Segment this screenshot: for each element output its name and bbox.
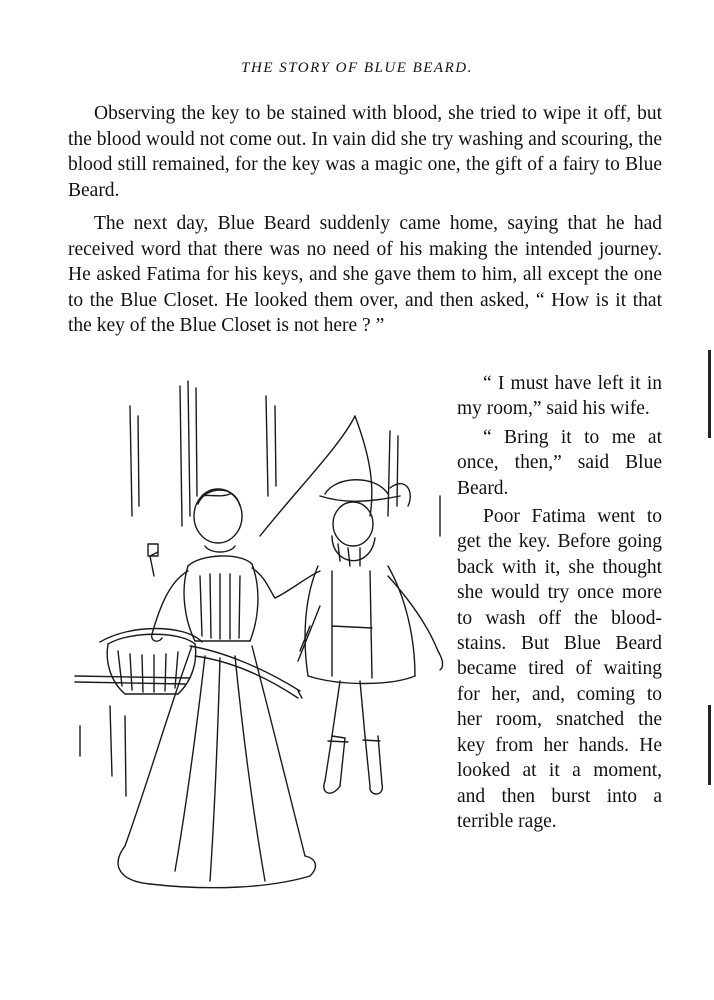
illustration-fatima-and-blue-beard xyxy=(70,376,450,906)
side-paragraph-1: “ I must have left it in my room,” said his wife. xyxy=(457,373,662,420)
margin-mark-bottom xyxy=(708,705,711,785)
side-column xyxy=(457,371,662,837)
paragraph-2: The next day, Blue Beard suddenly came home, saying that he had received word that there was no need of his making the intended journey. He asked Fatima for his keys, and she gave them to him, all except the one to the Blue Closet. He looked them over, and then asked, “ How is it that the key of the Blue Closet is not here ? ” xyxy=(68,213,662,337)
paragraph-1: Observing the key to be stained with blood, she tried to wipe it off, but the blood would not come out. In vain did she try washing and scouring, the blood still remained, for the key was a magic one, the gift of a fairy to Blue Beard. xyxy=(68,103,662,201)
running-head: THE STORY OF BLUE BEARD. xyxy=(241,60,473,76)
side-paragraph-3: Poor Fatima went to get the key. Before going back with it, she thought she would try once more to wash off the blood-stains. But Blue Beard became tired of waiting for her, and, coming to her room, snatched the key from her hands. He looked at it a moment, and then burst into a terrible rage. xyxy=(457,506,662,832)
margin-mark-top xyxy=(708,350,711,438)
side-paragraph-2: “ Bring it to me at once, then,” said Blue Beard. xyxy=(457,426,662,499)
